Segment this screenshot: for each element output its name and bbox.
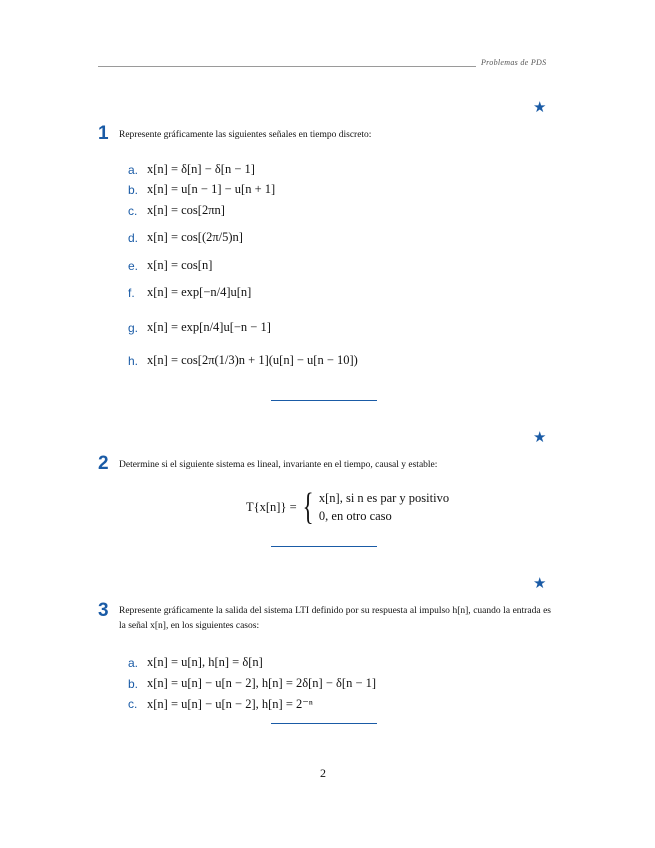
equation: x[n] = exp[n/4]u[−n − 1] xyxy=(147,320,271,334)
item-label: g. xyxy=(128,320,139,335)
item-label: a. xyxy=(128,655,139,670)
problem-number: 1 xyxy=(98,123,109,144)
list-item xyxy=(128,320,271,335)
equation: x[n] = δ[n] − δ[n − 1] xyxy=(147,162,255,176)
list-item xyxy=(128,676,376,691)
system-definition xyxy=(246,488,449,526)
problem-statement: Determine si el siguiente sistema es lineal, invariante en el tiempo, causal y estable: xyxy=(119,460,438,470)
difficulty-star-icon: ★ xyxy=(533,98,547,116)
equation: x[n] = cos[n] xyxy=(147,258,213,272)
difficulty-star-icon: ★ xyxy=(533,428,547,446)
section-divider xyxy=(271,400,377,401)
running-title: Problemas de PDS xyxy=(481,58,547,67)
equation: x[n] = cos[2πn] xyxy=(147,203,225,217)
header-rule xyxy=(98,66,476,67)
section-divider xyxy=(271,546,377,547)
item-label: f. xyxy=(128,285,135,300)
section-divider xyxy=(271,723,377,724)
list-item xyxy=(128,203,225,218)
difficulty-star-icon: ★ xyxy=(533,574,547,592)
equation: x[n] = exp[−n/4]u[n] xyxy=(147,285,252,299)
list-item xyxy=(128,182,275,197)
equation: x[n] = u[n] − u[n − 2], h[n] = 2⁻ⁿ xyxy=(147,697,313,711)
item-label: b. xyxy=(128,676,139,691)
equation: x[n] = u[n], h[n] = δ[n] xyxy=(147,655,263,669)
list-item xyxy=(128,230,243,245)
problem-number: 3 xyxy=(98,600,109,621)
case-1: x[n], si n es par y positivo xyxy=(318,491,450,505)
problem-statement: Represente gráficamente las siguientes señales en tiempo discreto: xyxy=(119,130,372,140)
list-item xyxy=(128,285,251,300)
item-label: c. xyxy=(128,697,138,711)
item-label: a. xyxy=(128,162,139,177)
item-label: h. xyxy=(128,353,139,368)
piecewise-cases xyxy=(319,489,449,525)
list-item xyxy=(128,162,255,177)
list-item xyxy=(128,696,313,712)
case-2: 0, en otro caso xyxy=(318,509,392,523)
equation: x[n] = cos[(2π/5)n] xyxy=(147,230,243,244)
problem-statement: Represente gráficamente la salida del sistema LTI definido por su respuesta al impulso h[n], cuando la entrada es la señal x[n], en los siguientes casos: xyxy=(119,606,551,631)
page-number: 2 xyxy=(320,766,326,780)
list-item xyxy=(128,655,263,670)
item-label: e. xyxy=(128,258,139,273)
item-label: d. xyxy=(128,230,139,245)
equation: x[n] = cos[2π(1/3)n + 1](u[n] − u[n − 10]) xyxy=(147,353,358,367)
system-lhs: T{x[n]} = xyxy=(246,499,297,514)
item-label: b. xyxy=(128,182,139,197)
left-brace-icon: { xyxy=(302,486,314,528)
equation: x[n] = u[n] − u[n − 2], h[n] = 2δ[n] − δ[n − 1] xyxy=(147,676,377,690)
list-item xyxy=(128,353,358,368)
problem-number: 2 xyxy=(98,453,109,474)
item-label: c. xyxy=(128,203,138,218)
equation: x[n] = u[n − 1] − u[n + 1] xyxy=(147,182,276,196)
list-item xyxy=(128,258,212,273)
